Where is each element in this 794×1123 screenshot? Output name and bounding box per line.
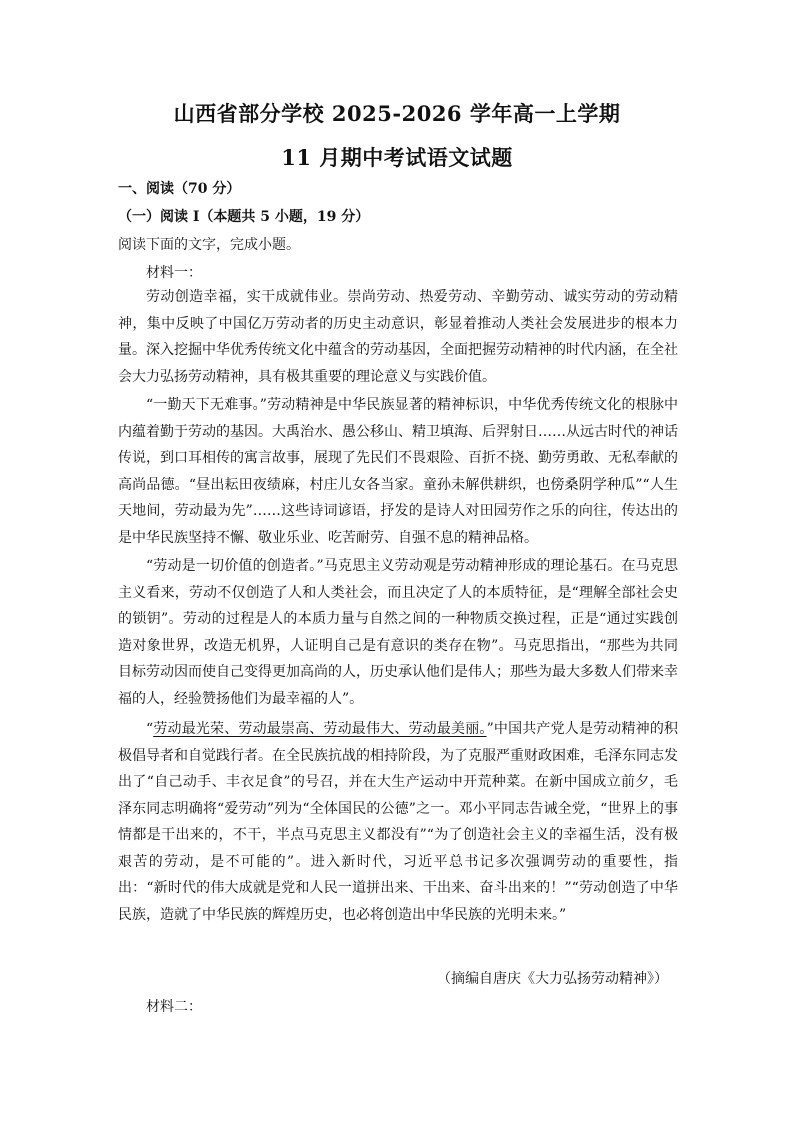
paragraph-4-body: ”中国共产党人是劳动精神的积极倡导者和自觉践行者。在全民族抗战的相持阶段，为了克服严重财政困难，毛泽东同志发出了“自己动手、丰衣足食”的号召，并在大生产运动中开荒种菜。在新中国成立前夕，毛泽东同志明确将“爱劳动”列为“全体国民的公德”之一。邓小平同志告诫全党，“世界上的事情都是干出来的，不干，半点马克思主义都没有”“为了创造社会主义的幸福生活，没有极艰苦的劳动，是不可能的”。进入新时代，习近平总书记多次强调劳动的重要性，指出：“新时代的伟大成就是党和人民一道拼出来、干出来、奋斗出来的！”“劳动创造了中华民族，造就了中华民族的辉煌历史，也必将创造出中华民族的光明未来。” — [118, 721, 678, 923]
material1-paragraph-3: “劳动是一切价值的创造者。”马克思主义劳动观是劳动精神形成的理论基石。在马克思主义看来，劳动不仅创造了人和人类社会，而且决定了人的本质特征，是“理解全部社会史的锁钥”。劳动的过程是人的本质力量与自然之间的一种物质交换过程，正是“通过实践创造对象世界，改造无机界，人证明自己是有意识的类存在物”。马克思指出，“那些为共同目标劳动因而使自己变得更加高尚的人，历史承认他们是伟人；那些为最大多数人们带来幸福的人，经验赞扬他们为最幸福的人”。 — [118, 558, 678, 707]
material1-paragraph-1: 劳动创造幸福，实干成就伟业。崇尚劳动、热爱劳动、辛勤劳动、诚实劳动的劳动精神，集中反映了中国亿万劳动者的历史主动意识，彰显着推动人类社会发展进步的根本力量。深入挖掘中华优秀传统文化中蕴含的劳动基因，全面把握劳动精神的时代内涵，在全社会大力弘扬劳动精神，具有极其重要的理论意义与实践价值。 — [118, 289, 678, 385]
exam-title-line1: 山西省部分学校 2025-2026 学年高一上学期 — [173, 101, 621, 126]
subsection-heading-reading-1: （一）阅读 I（本题共 5 小题，19 分） — [118, 209, 370, 225]
instruction-text: 阅读下面的文字，完成小题。 — [118, 237, 300, 253]
quote-open-mark: “ — [146, 721, 154, 737]
material1-paragraph-4 — [118, 716, 678, 928]
exam-title-line2: 11 月期中考试语文试题 — [281, 145, 513, 170]
material2-label: 材料二： — [146, 999, 202, 1015]
material1-paragraph-2: “一勤天下无难事。”劳动精神是中华民族显著的精神标识，中华优秀传统文化的根脉中内蕴着勤于劳动的基因。大禹治水、愚公移山、精卫填海、后羿射日……从远古时代的神话传说，到口耳相传的寓言故事，展现了先民们不畏艰险、百折不挠、勤劳勇敢、无私奉献的高尚品德。“昼出耘田夜绩麻，村庄儿女各当家。童孙未解供耕织，也傍桑阴学种瓜”“人生天地间，劳动最为先”……这些诗词谚语，抒发的是诗人对田园劳作之乐的向往，传达出的是中华民族坚持不懈、敬业乐业、吃苦耐劳、自强不息的精神品格。 — [118, 397, 678, 546]
material1-label: 材料一： — [146, 265, 202, 281]
source-citation: （摘编自唐庆《大力弘扬劳动精神》） — [437, 971, 668, 987]
section-heading-reading: 一、阅读（70 分） — [118, 181, 241, 197]
underlined-quote: 劳动最光荣、劳动最崇高、劳动最伟大、劳动最美丽。 — [153, 721, 487, 737]
